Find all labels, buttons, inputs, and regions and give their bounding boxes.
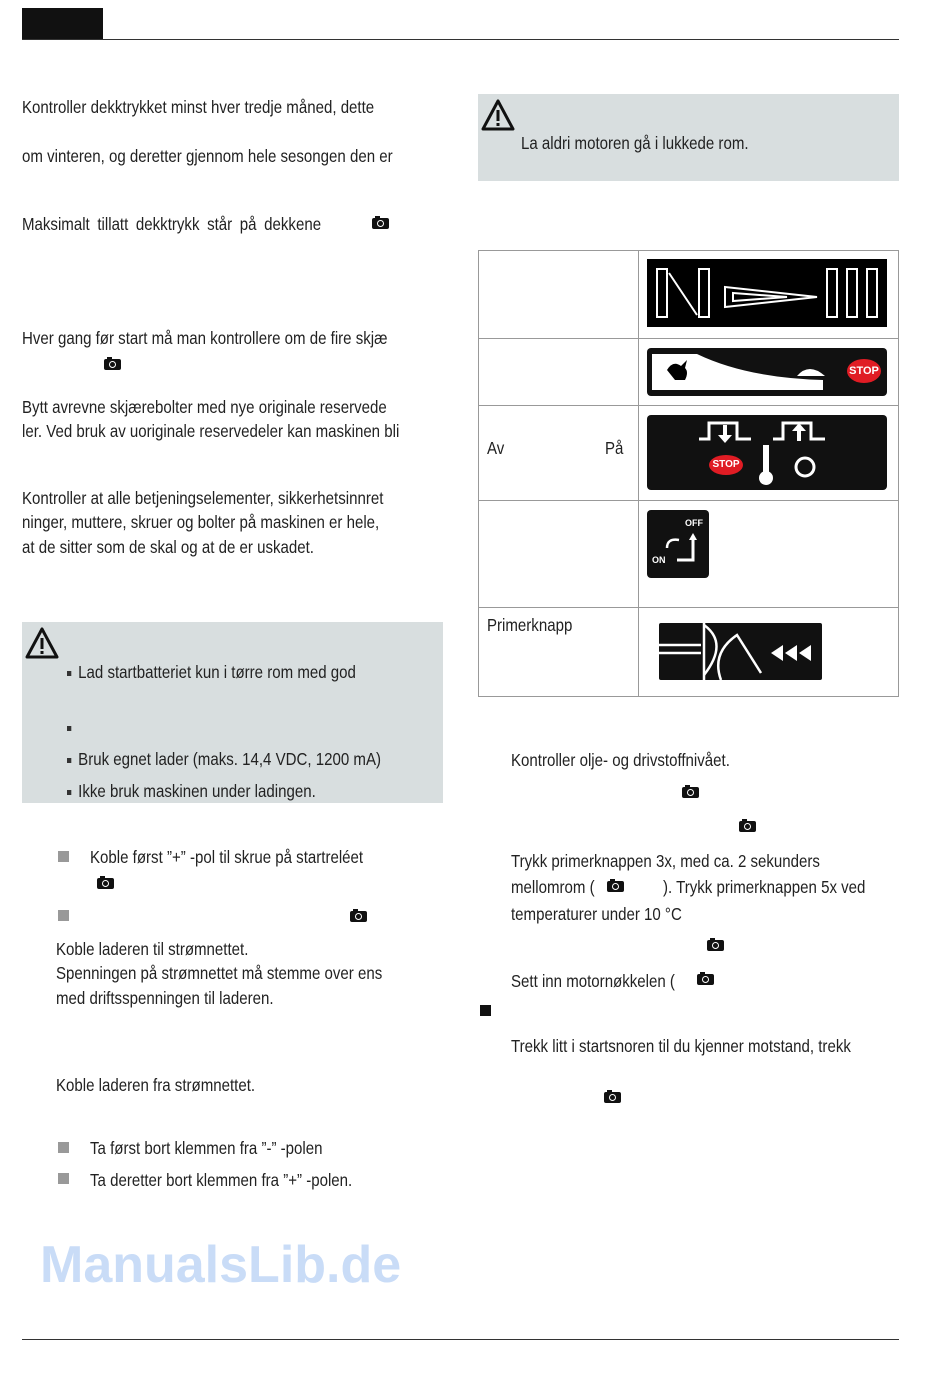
para-check-oil: Kontroller olje- og drivstoffnivået. [511,750,730,770]
warning-item: Lad startbatteriet kun i tørre rom med god [67,662,356,682]
step-bullet [58,1173,69,1184]
camera-icon [607,881,624,892]
step-remove-minus: Ta først bort klemmen fra ”-” -polen [90,1138,323,1158]
warning-item [67,717,78,737]
stop-badge: STOP [709,455,743,475]
row-label-on: På [605,438,624,458]
para-charger-2: Spenningen på strømnettet må stemme over ens [56,963,383,983]
warning-item: Ikke bruk maskinen under ladingen. [67,781,316,801]
camera-icon [350,911,367,922]
row-label-off: Av [487,438,505,458]
step-bullet [58,910,69,921]
battery-warning-box [22,622,443,803]
engine-warning-text: La aldri motoren gå i lukkede rom. [521,133,749,153]
para-primer-3: temperaturer under 10 °C [511,904,682,924]
camera-icon [604,1092,621,1103]
camera-icon [707,940,724,951]
para-replace-1: Bytt avrevne skjærebolter med nye originale reservede [22,397,387,417]
para-tyre-2: om vinteren, og deretter gjennom hele sesongen den er [22,146,393,166]
header-tab [22,8,103,39]
stop-badge: STOP [847,359,881,383]
camera-icon [739,821,756,832]
para-max-pressure: Maksimalt tillatt dekktrykk står på dekkene [22,214,322,234]
para-controls-3: at de sitter som de skal og at de er uskadet. [22,537,314,557]
step-bullet [480,1005,491,1016]
para-primer-1: Trykk primerknappen 3x, med ca. 2 sekunders [511,851,820,871]
camera-icon [697,974,714,985]
table-cell [478,338,639,406]
camera-icon [104,359,121,370]
header-rule [22,39,899,40]
para-controls-1: Kontroller at alle betjeningselementer, sikkerhetsinnret [22,488,384,508]
para-primer-2a: mellomrom ( [511,877,595,897]
choke-icon [647,415,887,490]
on-label: ON [652,555,666,565]
para-charger-1: Koble laderen til strømnettet. [56,939,249,959]
warning-item: Bruk egnet lader (maks. 14,4 VDC, 1200 mA) [67,749,381,769]
primer-button-icon [659,623,822,680]
para-insert-key: Sett inn motornøkkelen ( [511,971,675,991]
step-remove-plus: Ta deretter bort klemmen fra ”+” -polen. [90,1170,353,1190]
para-pull-cord: Trekk litt i startsnoren til du kjenner motstand, trekk [511,1036,851,1056]
step-bullet [58,1142,69,1153]
ignition-switch-icon [647,510,709,578]
para-replace-2: ler. Ved bruk av uoriginale reservedeler kan maskinen bli [22,421,400,441]
para-charger-3: med driftsspenningen til laderen. [56,988,274,1008]
para-controls-2: ninger, muttere, skruer og bolter på maskinen er hele, [22,512,380,532]
warning-icon [481,99,515,131]
para-primer-2b: ). Trykk primerknappen 5x ved [663,877,866,897]
para-shear-bolts: Hver gang før start må man kontrollere om de fire skjæ [22,328,388,348]
row-label-primer: Primerknapp [487,615,573,635]
step-bullet [58,851,69,862]
watermark: ManualsLib.de [40,1236,402,1294]
turtle-icon [797,369,825,376]
table-cell [478,500,639,608]
para-disconnect: Koble laderen fra strømnettet. [56,1075,256,1095]
camera-icon [682,787,699,798]
camera-icon [372,218,389,229]
footer-rule [22,1339,899,1340]
para-tyre-1: Kontroller dekktrykket minst hver tredje måned, dette [22,97,375,117]
gear-selector-icon [647,259,887,327]
warning-icon [25,627,59,659]
camera-icon [97,878,114,889]
step-connect-plus: Koble først ”+” -pol til skrue på startreléet [90,847,364,867]
throttle-speed-icon [647,348,887,396]
off-label: OFF [685,518,703,528]
table-cell [478,250,639,339]
